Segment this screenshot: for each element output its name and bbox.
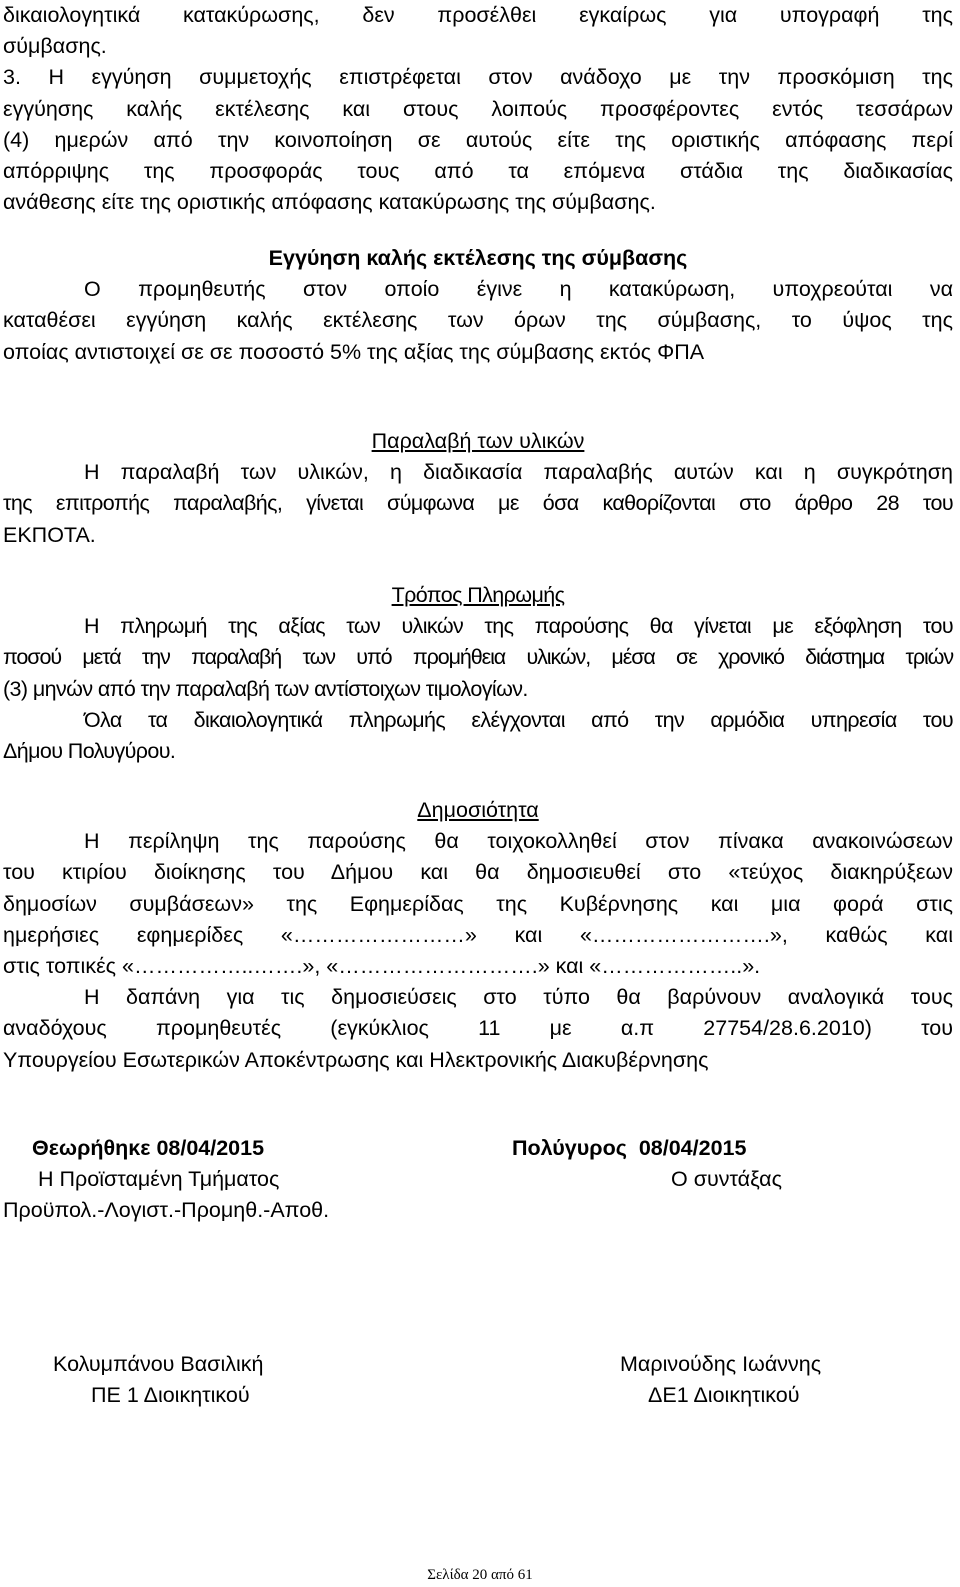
text-line: σύμβασης. <box>3 34 107 59</box>
text-line: αναδόχους προμηθευτές (εγκύκλιος 11 με α.π 27754/28.6.2010) του <box>3 1016 953 1041</box>
text-line: (3) μηνών από την παραλαβή των αντίστοιχων τιμολογίων. <box>3 676 528 701</box>
text-line: ΕΚΠΟΤΑ. <box>3 522 96 547</box>
receipt-section <box>3 426 953 551</box>
right-signatory-title: ΔΕ1 Διοικητικού <box>648 1383 800 1407</box>
text-line: Η παραλαβή των υλικών, η διαδικασία παραλαβής αυτών και η συγκρότηση <box>84 460 953 485</box>
left-signatory-name: Κολυμπάνου Βασιλική <box>53 1352 264 1376</box>
section-heading: Εγγύηση καλής εκτέλεσης της σύμβασης <box>268 246 688 270</box>
section-heading: Δημοσιότητα <box>417 798 539 822</box>
text-line: Ο προμηθευτής στον οποίο έγινε η κατακύρωση, υποχρεούται να <box>84 277 953 302</box>
section-heading: Παραλαβή των υλικών <box>371 429 585 453</box>
text-line: Η πληρωμή της αξίας των υλικών της παρούσης θα γίνεται με εξόφληση του <box>84 614 953 639</box>
text-line: 3. Η εγγύηση συμμετοχής επιστρέφεται στον ανάδοχο με την προσκόμιση της <box>3 65 953 90</box>
left-signatory-title: ΠΕ 1 Διοικητικού <box>91 1383 250 1407</box>
text-line: της επιτροπής παραλαβής, γίνεται σύμφωνα με όσα καθορίζονται στο άρθρο 28 του <box>3 491 953 516</box>
payment-section <box>3 580 953 767</box>
approval-date-heading: Θεωρήθηκε 08/04/2015 <box>32 1136 265 1160</box>
intro-paragraph <box>3 0 953 218</box>
text-line: στις τοπικές «……………..…….», «……………………….» και «………………..». <box>3 954 761 979</box>
place-date-heading: Πολύγυρος 08/04/2015 <box>512 1136 747 1160</box>
text-line: ανάθεσης είτε της οριστικής απόφασης κατακύρωσης της σύμβασης. <box>3 190 656 215</box>
text-line: Δήμου Πολυγύρου. <box>3 739 176 764</box>
text-line: ποσού μετά την παραλαβή των υπό προμήθεια υλικών, μέσα σε χρονικό διάστημα τριών <box>3 645 953 670</box>
right-signatory-name: Μαρινούδης Ιωάννης <box>620 1352 822 1376</box>
text-line: Όλα τα δικαιολογητικά πληρωμής ελέγχονται από την αρμόδια υπηρεσία του <box>84 707 953 732</box>
text-line: απόρριψης της προσφοράς τους από τα επόμενα στάδια της διαδικασίας <box>3 159 953 184</box>
page-number: Σελίδα 20 από 61 <box>427 1567 533 1583</box>
text-line: του κτιρίου διοίκησης του Δήμου και θα δημοσιευθεί στο «τεύχος διακηρύξεων <box>3 860 953 885</box>
head-of-department-title: Η Προϊσταμένη Τμήματος <box>38 1167 280 1191</box>
text-line: εγγύησης καλής εκτέλεσης και στους λοιπούς προσφέροντες εντός τεσσάρων <box>3 96 953 121</box>
text-line: καταθέσει εγγύηση καλής εκτέλεσης των όρων της σύμβασης, το ύψος της <box>3 308 953 333</box>
text-line: οποίας αντιστοιχεί σε σε ποσοστό 5% της αξίας της σύμβασης εκτός ΦΠΑ <box>3 339 705 364</box>
department-name: Προϋπολ.-Λογιστ.-Προμηθ.-Αποθ. <box>3 1198 330 1222</box>
text-line: δικαιολογητικά κατακύρωσης, δεν προσέλθει εγκαίρως για υπογραφή της <box>3 3 953 27</box>
guarantee-section <box>3 243 953 368</box>
author-title: Ο συντάξας <box>671 1167 782 1191</box>
text-line: Η δαπάνη για τις δημοσιεύσεις στο τύπο θα βαρύνουν αναλογικά τους <box>84 985 953 1010</box>
text-line: ημερήσιες εφημερίδες «……………………» και «…………………….», καθώς και <box>3 922 953 947</box>
section-heading: Τρόπος Πληρωμής <box>391 583 565 607</box>
text-line: Η περίληψη της παρούσης θα τοιχοκολληθεί στον πίνακα ανακοινώσεων <box>84 829 953 854</box>
text-line: Υπουργείου Εσωτερικών Αποκέντρωσης και Ηλεκτρονικής Διακυβέρνησης <box>3 1047 709 1072</box>
publicity-section <box>3 795 953 1076</box>
text-line: δημοσίων συμβάσεων» της Εφημερίδας της Κυβέρνησης και μια φορά στις <box>3 891 953 916</box>
text-line: (4) ημερών από την κοινοποίηση σε αυτούς είτε της οριστικής απόφασης περί <box>3 127 953 152</box>
